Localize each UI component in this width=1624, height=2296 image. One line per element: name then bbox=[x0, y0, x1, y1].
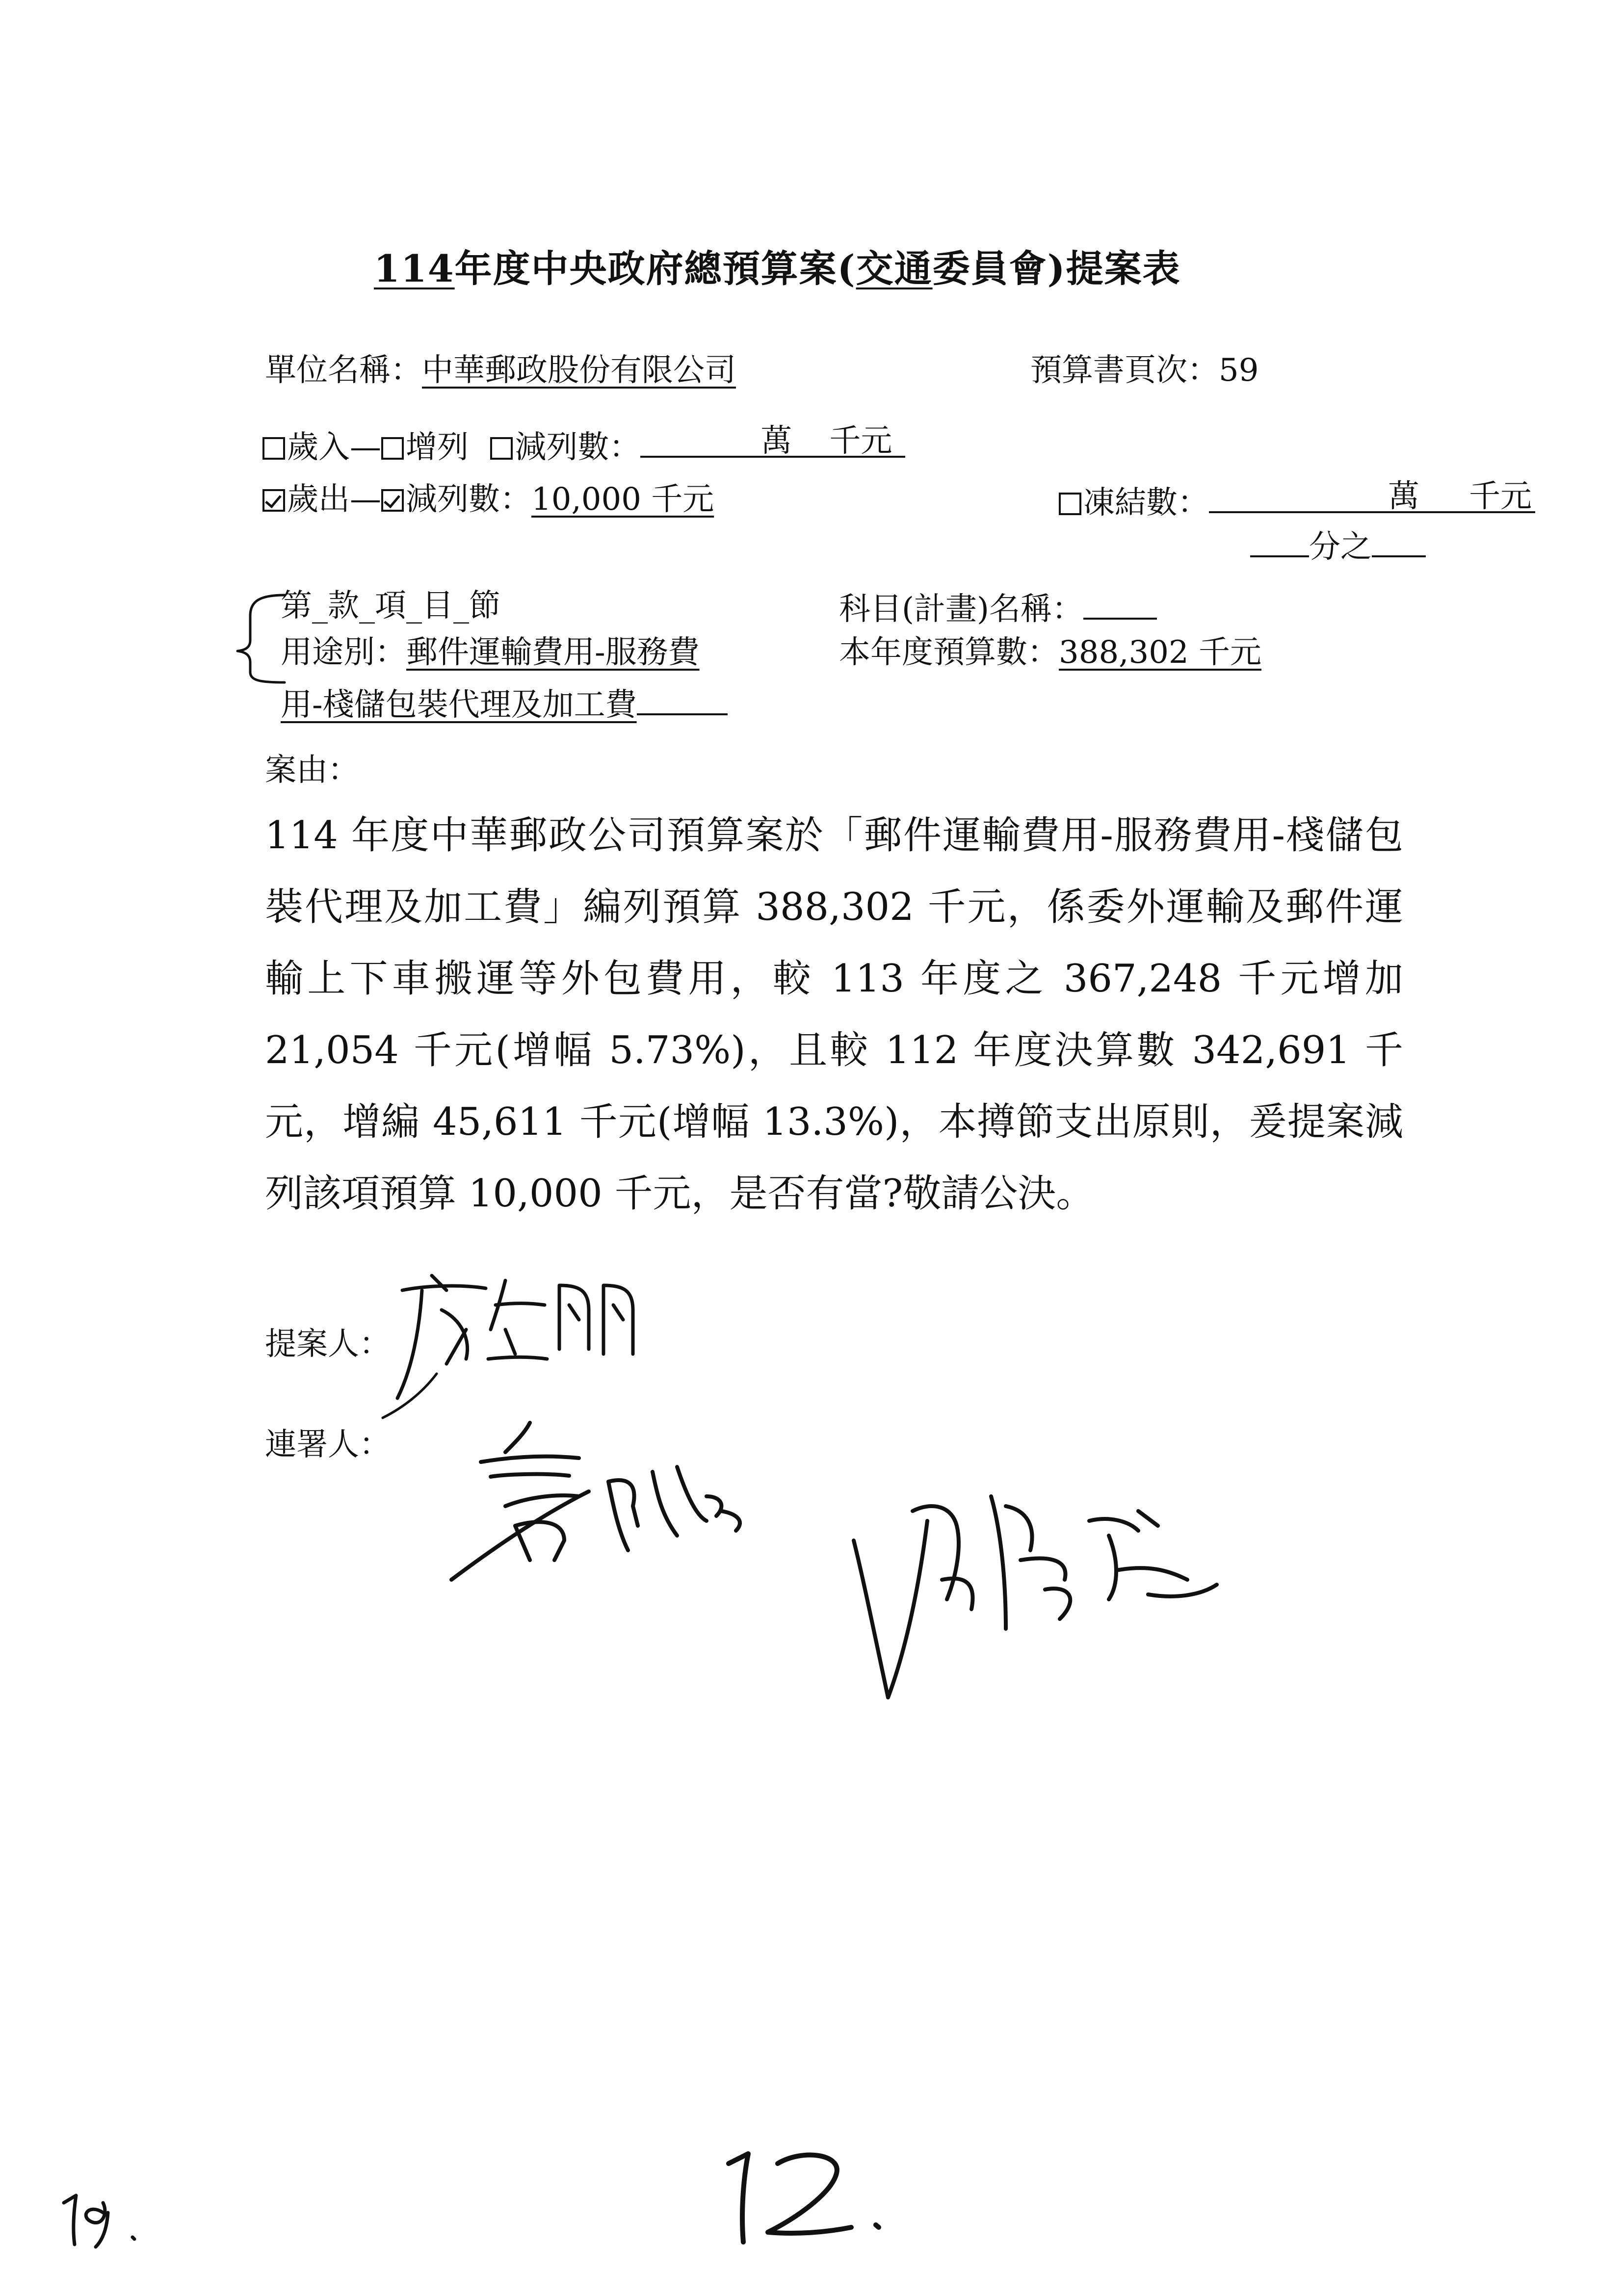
reason-label: 案由： bbox=[265, 752, 359, 788]
title-committee: 交通 bbox=[856, 247, 933, 290]
revenue-decrease-checkbox[interactable] bbox=[490, 437, 513, 460]
usage-value-1: 郵件運輸費用-服務費 bbox=[406, 634, 700, 671]
increase-checkbox[interactable] bbox=[381, 437, 404, 460]
cosigner-label: 連署人： bbox=[265, 1427, 391, 1463]
freeze-label: 凍結數： bbox=[1083, 485, 1209, 521]
title-year: 114 bbox=[374, 247, 455, 290]
fraction-denominator-blank[interactable] bbox=[1372, 524, 1426, 557]
unit-value: 中華郵政股份有限公司 bbox=[422, 352, 736, 389]
expense-decrease-value: 10,000 千元 bbox=[531, 481, 714, 518]
freeze-unit-wan: 萬 bbox=[1388, 478, 1419, 515]
proposer-label: 提案人： bbox=[265, 1326, 391, 1362]
increase-label: 增列 bbox=[406, 429, 469, 466]
fraction-label: 分之 bbox=[1309, 529, 1372, 565]
page-note bbox=[54, 2193, 124, 2242]
title-suffix: 委員會)提案表 bbox=[932, 247, 1181, 290]
usage-row-2 bbox=[281, 682, 728, 725]
expense-decrease-label: 減列數： bbox=[406, 481, 531, 518]
item-number bbox=[721, 2159, 815, 2222]
section-line: 第_款_項_目_節 bbox=[281, 588, 500, 624]
freeze-row bbox=[1059, 480, 1535, 522]
usage-label: 用途別： bbox=[281, 634, 406, 671]
usage-trailing-blank bbox=[637, 682, 728, 715]
freeze-blank[interactable] bbox=[1209, 480, 1535, 513]
cosigner-signature-2 bbox=[844, 1452, 1227, 1727]
page-ref bbox=[1030, 351, 1258, 390]
page-value: 59 bbox=[1219, 352, 1259, 389]
page-label: 預算書頁次： bbox=[1030, 352, 1219, 389]
revenue-row bbox=[262, 424, 905, 467]
revenue-decrease-label: 減列數： bbox=[515, 429, 641, 466]
reason-text: 114 年度中華郵政公司預算案於「郵件運輸費用-服務費用-棧儲包裝代理及加工費」編列預算 388,302 千元，係委外運輸及郵件運輸上下車搬運等外包費用，較 113 年度之 367,248 千元增加 21,054 千元(增幅 5.73%)，且較 112 年度決算數 342,691 千元，增編 45,611 千元(增幅 13.3%)，本撙節支出原則，爰提案減列該項預算 10,000 千元，是否有當?敬請公決。 bbox=[265, 813, 1403, 1216]
freeze-unit-thousand: 千元 bbox=[1469, 478, 1532, 515]
fraction-numerator-blank[interactable] bbox=[1250, 524, 1309, 557]
expense-decrease-checkbox[interactable] bbox=[381, 489, 404, 512]
proposer-signature bbox=[373, 1256, 648, 1423]
expense-label: 歲出— bbox=[287, 481, 381, 518]
cosigner-signature-1 bbox=[432, 1413, 765, 1599]
document-title bbox=[374, 245, 1181, 292]
revenue-unit-wan: 萬 bbox=[760, 423, 792, 459]
freeze-checkbox[interactable] bbox=[1059, 493, 1081, 515]
expense-row bbox=[262, 480, 714, 519]
usage-row bbox=[281, 633, 700, 672]
revenue-label: 歲入— bbox=[287, 429, 381, 466]
subject-blank[interactable] bbox=[1083, 586, 1157, 620]
fraction-row bbox=[1250, 524, 1426, 567]
revenue-decrease-blank[interactable] bbox=[640, 424, 905, 458]
unit-row bbox=[265, 351, 736, 390]
unit-label: 單位名稱： bbox=[265, 352, 422, 389]
subject-row bbox=[839, 586, 1157, 629]
budget-label: 本年度預算數： bbox=[839, 634, 1059, 671]
revenue-checkbox[interactable] bbox=[262, 437, 285, 460]
subject-label: 科目(計畫)名稱： bbox=[839, 591, 1083, 627]
budget-value: 388,302 千元 bbox=[1059, 634, 1261, 671]
usage-value-2: 用-棧儲包裝代理及加工費 bbox=[281, 687, 637, 723]
revenue-unit-thousand: 千元 bbox=[829, 423, 892, 459]
budget-row bbox=[839, 633, 1261, 672]
expense-checkbox[interactable] bbox=[262, 489, 285, 512]
title-prefix: 年度中央政府總預算案( bbox=[454, 247, 856, 290]
